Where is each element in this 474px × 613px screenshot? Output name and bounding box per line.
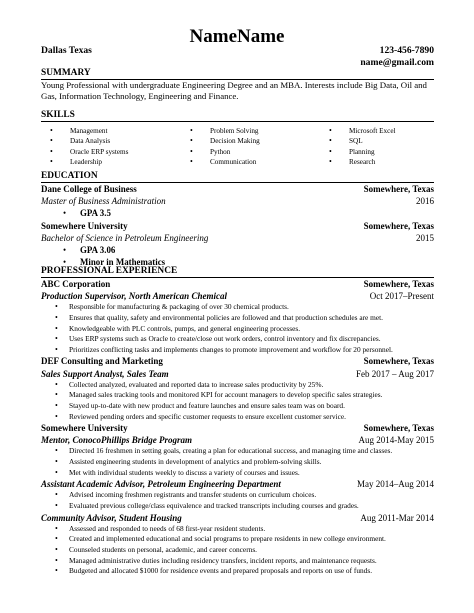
location: Dallas Texas [41, 45, 92, 56]
education-bullets [41, 244, 434, 268]
role-bullets [41, 380, 434, 422]
experience-section [41, 266, 434, 577]
skills-heading: SKILLS [41, 110, 434, 122]
education-bullet: • GPA 3.5 [41, 207, 434, 219]
role-bullets [41, 302, 434, 355]
education-entry-header [41, 220, 434, 232]
role-bullet: • Managed administrative duties including residency transfers, incident reports, and maintenance requests. [41, 556, 434, 567]
degree: Bachelor of Science in Petroleum Engineering [41, 232, 209, 243]
role-dates: Feb 2017 – Aug 2017 [355, 368, 434, 379]
education-entry [41, 183, 434, 220]
skills-grid [41, 122, 434, 167]
resume-name: NameName [189, 26, 285, 47]
role-bullet: • Evaluated previous college/class equivalence and tracked transcripts including courses and grades. [41, 501, 434, 512]
role-bullet: • Responsible for manufacturing & packaging of over 30 chemical products. [41, 302, 434, 313]
role-bullets [41, 524, 434, 577]
company-location: Somewhere, Texas [363, 279, 434, 289]
role-row [41, 478, 434, 490]
summary-heading: SUMMARY [41, 68, 434, 80]
graduation-year: 2016 [416, 196, 434, 207]
role-dates: Aug 2014-May 2015 [358, 435, 434, 446]
role-bullet: • Ensures that quality, safety and environmental policies are followed and that production schedules are met. [41, 313, 434, 324]
employer-block [41, 278, 434, 355]
role-dates: May 2014–Aug 2014 [357, 479, 434, 490]
role-bullet: • Managed sales tracking tools and monitored KPI for account managers to develop specific sales strategies. [41, 390, 434, 401]
role-bullet: • Budgeted and allocated $1000 for residence events and prepared proposals and reports on use of funds. [41, 566, 434, 577]
role-bullets [41, 490, 434, 511]
skill-item: • Communication [210, 157, 260, 167]
role-title: Production Supervisor, North American Chemical [41, 291, 227, 302]
skill-item: • Oracle ERP systems [70, 147, 128, 157]
skill-item: • Planning [349, 147, 396, 157]
role-row [41, 368, 434, 380]
role-title: Sales Support Analyst, Sales Team [41, 368, 169, 379]
role-bullet: • Stayed up-to-date with new product and feature launches and ensure sales team was on board. [41, 401, 434, 412]
role-row [41, 512, 434, 524]
school-name: Somewhere University [41, 220, 128, 231]
skill-item: • Leadership [70, 157, 128, 167]
school-location: Somewhere, Texas [363, 184, 434, 194]
company-name: DEF Consulting and Marketing [41, 356, 163, 367]
skill-item: • Research [349, 157, 396, 167]
employer-row [41, 422, 434, 434]
role-bullet: • Created and implemented educational and social programs to prepare residents in new college environment. [41, 534, 434, 545]
phone: 123-456-7890 [379, 45, 434, 56]
education-heading: EDUCATION [41, 171, 434, 183]
employer-row [41, 278, 434, 290]
skills-column-1 [70, 126, 128, 168]
role-bullet: • Prioritizes conflicting tasks and implements changes to promote improvement and workflow for 20 personnel. [41, 345, 434, 356]
role-title: Community Advisor, Student Housing [41, 512, 182, 523]
summary-section [41, 68, 434, 102]
role-row [41, 434, 434, 446]
school-location: Somewhere, Texas [363, 220, 434, 231]
role-bullets [41, 446, 434, 478]
role-dates: Oct 2017–Present [369, 291, 434, 302]
role-bullet: • Collected analyzed, evaluated and reported data to increase sales productivity by 25%. [41, 380, 434, 391]
employer-block [41, 422, 434, 577]
company-location: Somewhere, Texas [363, 356, 434, 367]
education-bullets [41, 207, 434, 219]
skill-item: • SQL [349, 136, 396, 146]
education-section [41, 171, 434, 268]
skills-column-2 [210, 126, 260, 168]
degree: Master of Business Administration [41, 196, 166, 207]
education-bullet: • Minor in Mathematics [41, 256, 434, 268]
role-row [41, 290, 434, 302]
experience-heading: PROFESSIONAL EXPERIENCE [41, 266, 434, 278]
skill-item: • Problem Solving [210, 126, 260, 136]
education-bullet: • GPA 3.06 [41, 244, 434, 256]
skill-item: • Data Analysis [70, 136, 128, 146]
role-bullet: • Reviewed pending orders and specific customer requests to ensure excellent customer service. [41, 412, 434, 423]
school-name: Dane College of Business [41, 184, 137, 194]
contact-info [360, 45, 434, 68]
employer-block [41, 355, 434, 422]
skill-item: • Management [70, 126, 128, 136]
company-name: Somewhere University [41, 423, 128, 434]
company-name: ABC Corporation [41, 279, 111, 289]
role-dates: Aug 2011-Mar 2014 [360, 512, 434, 523]
summary-text: Young Professional with undergraduate Engineering Degree and an MBA. Interests include Big Data, Oil and Gas, Information Technology, Engineering and Finance. [41, 80, 427, 101]
skill-item: • Microsoft Excel [349, 126, 396, 136]
company-location: Somewhere, Texas [363, 423, 434, 434]
education-entry-degree-row [41, 195, 434, 207]
skill-item: • Python [210, 147, 260, 157]
education-entry-degree-row [41, 232, 434, 244]
role-title: Mentor, ConocoPhillips Bridge Program [41, 435, 193, 446]
role-bullet: • Knowledgeable with PLC controls, pumps, and general engineering processes. [41, 324, 434, 335]
employer-row [41, 355, 434, 367]
skill-item: • Decision Making [210, 136, 260, 146]
graduation-year: 2015 [416, 232, 434, 243]
role-bullet: • Assisted engineering students in development of analytics and problem-solving skills. [41, 457, 434, 468]
role-bullet: • Directed 16 freshmen in setting goals, creating a plan for educational success, and managing time and classes. [41, 446, 434, 457]
skills-section [41, 110, 434, 167]
education-entry-header [41, 183, 434, 195]
role-bullet: • Met with individual students weekly to discuss a variety of courses and issues. [41, 468, 434, 479]
skills-column-3 [349, 126, 396, 168]
role-bullet: • Uses ERP systems such as Oracle to create/close out work orders, control inventory and fix discrepancies. [41, 334, 434, 345]
role-title: Assistant Academic Advisor, Petroleum Engineering Department [41, 479, 281, 490]
email: name@gmail.com [360, 56, 434, 68]
role-bullet: • Advised incoming freshmen registrants and transfer students on curriculum choices. [41, 490, 434, 501]
education-entry [41, 220, 434, 269]
role-bullet: • Assessed and responded to needs of 68 first-year resident students. [41, 524, 434, 535]
role-bullet: • Counseled students on personal, academic, and career concerns. [41, 545, 434, 556]
